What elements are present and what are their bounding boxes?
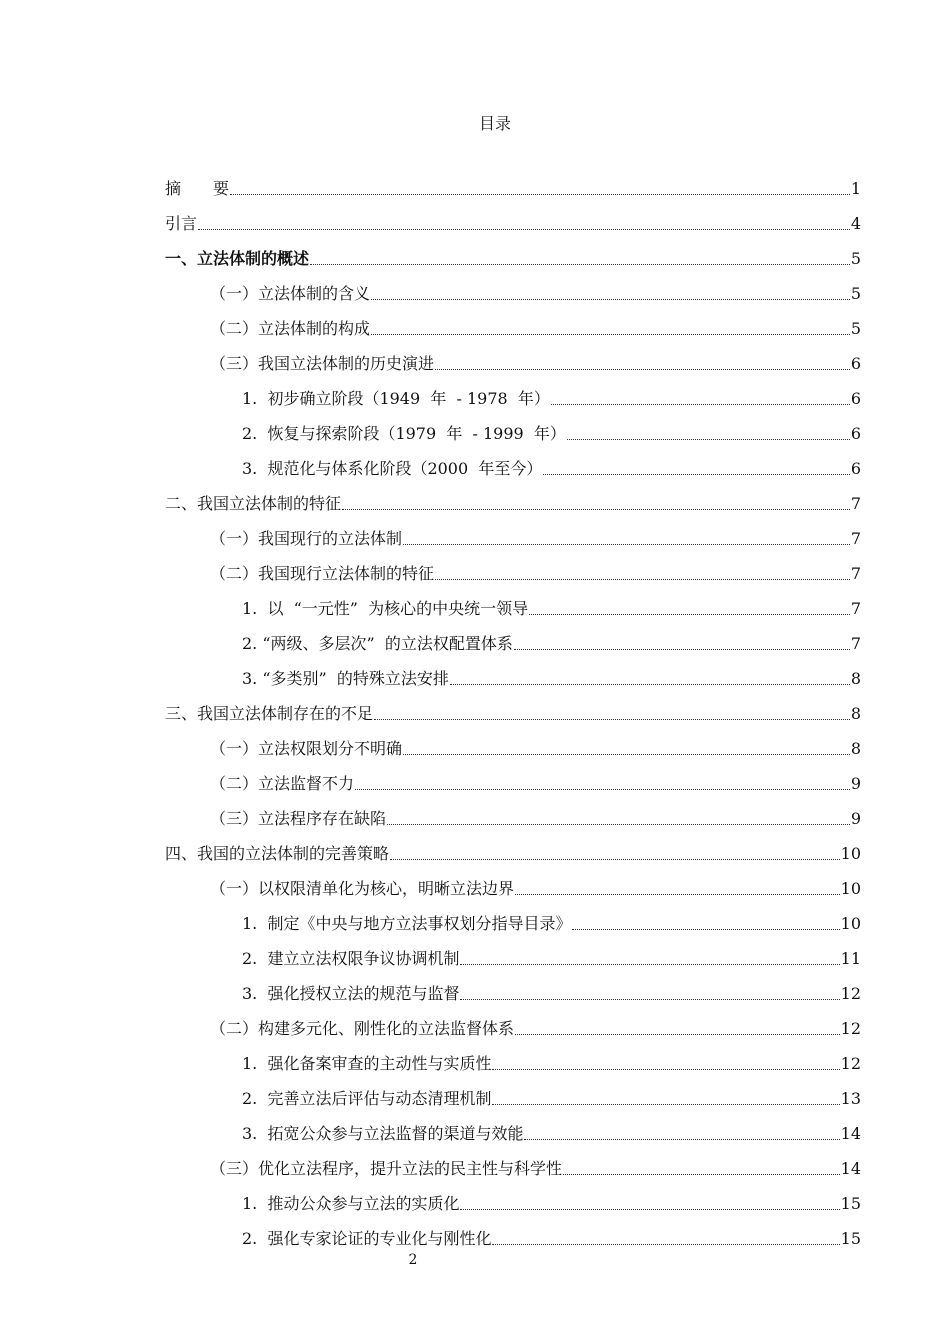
toc-entry-label: 1. 初步确立阶段（1949 年 - 1978 年） (242, 389, 550, 408)
dot-leader (198, 229, 850, 230)
toc-entry-page: 10 (840, 879, 861, 898)
toc-entry[interactable] (165, 621, 861, 656)
dot-leader (435, 579, 850, 580)
toc-entry-label: 1. 强化备案审查的主动性与实质性 (242, 1054, 492, 1073)
toc-entry[interactable] (165, 1216, 861, 1251)
dot-leader (460, 964, 839, 965)
dot-leader (567, 439, 850, 440)
dot-leader (515, 894, 840, 895)
toc-entry-page: 14 (840, 1124, 861, 1143)
toc-entry[interactable] (165, 516, 861, 551)
toc-entry[interactable] (165, 306, 861, 341)
dot-leader (492, 1244, 839, 1245)
toc-entry[interactable] (165, 796, 861, 831)
dot-leader (543, 474, 849, 475)
toc-entry-page: 6 (850, 424, 861, 443)
toc-entry-page: 8 (850, 704, 861, 723)
toc-entry[interactable] (165, 376, 861, 411)
toc-entry[interactable] (165, 866, 861, 901)
toc-entry-page: 12 (840, 1054, 861, 1073)
toc-entry-label: 3. 强化授权立法的规范与监督 (242, 984, 460, 1003)
toc-entry-label: 摘 要 (165, 179, 230, 198)
dot-leader (460, 1209, 839, 1210)
dot-leader (403, 754, 850, 755)
dot-leader (403, 544, 850, 545)
toc-entry-label: （三）我国立法体制的历史演进 (210, 354, 435, 373)
dot-leader (524, 1139, 839, 1140)
toc-entry-page: 7 (850, 599, 861, 618)
dot-leader (342, 509, 850, 510)
toc-entry[interactable] (165, 166, 861, 201)
toc-entry-label: 1. 以 “一元性” 为核心的中央统一领导 (242, 599, 529, 618)
toc-entry[interactable] (165, 1041, 861, 1076)
toc-entry[interactable] (165, 236, 861, 271)
toc-entry[interactable] (165, 551, 861, 586)
dot-leader (371, 299, 850, 300)
toc-entry-label: 一、立法体制的概述 (165, 249, 310, 268)
dot-leader (514, 649, 850, 650)
dot-leader (371, 334, 850, 335)
toc-entry-label: （二）立法体制的构成 (210, 319, 371, 338)
toc-entry[interactable] (165, 271, 861, 306)
toc-entry-page: 5 (850, 249, 861, 268)
toc-entry-label: 引言 (165, 214, 198, 233)
toc-entry[interactable] (165, 1181, 861, 1216)
toc-entry-page: 12 (840, 1019, 861, 1038)
toc-entry-page: 7 (850, 564, 861, 583)
toc-entry-label: （三）优化立法程序，提升立法的民主性与科学性 (210, 1159, 563, 1178)
toc-entry[interactable] (165, 971, 861, 1006)
dot-leader (551, 404, 850, 405)
dot-leader (374, 719, 850, 720)
toc-entry-page: 11 (840, 949, 861, 968)
toc-entry-page: 13 (840, 1089, 861, 1108)
toc-entry[interactable] (165, 831, 861, 866)
toc-entry-page: 12 (840, 984, 861, 1003)
toc-entry-label: 2. 强化专家论证的专业化与刚性化 (242, 1229, 492, 1248)
toc-entry[interactable] (165, 1006, 861, 1041)
toc-entry-page: 9 (850, 774, 861, 793)
toc-entry-label: 2. 建立立法权限争议协调机制 (242, 949, 460, 968)
dot-leader (529, 614, 850, 615)
toc-entry-page: 6 (850, 459, 861, 478)
toc-entry-label: 2. 恢复与探索阶段（1979 年 - 1999 年） (242, 424, 566, 443)
toc-entry[interactable] (165, 1076, 861, 1111)
toc-entry-label: 2. “两级、多层次” 的立法权配置体系 (242, 634, 513, 653)
toc-entry-label: （一）以权限清单化为核心，明晰立法边界 (210, 879, 515, 898)
toc-entry-page: 15 (840, 1229, 861, 1248)
toc-entry-label: 1. 制定《中央与地方立法事权划分指导目录》 (242, 914, 572, 933)
toc-entry[interactable] (165, 691, 861, 726)
toc-entry-label: 二、我国立法体制的特征 (165, 494, 342, 513)
toc-entry-label: 3. 拓宽公众参与立法监督的渠道与效能 (242, 1124, 524, 1143)
toc-entry-label: 2. 完善立法后评估与动态清理机制 (242, 1089, 492, 1108)
toc-entry-page: 7 (850, 634, 861, 653)
toc-entry-page: 8 (850, 739, 861, 758)
toc-entry[interactable] (165, 586, 861, 621)
dot-leader (230, 194, 850, 195)
dot-leader (563, 1174, 840, 1175)
toc-entry[interactable] (165, 1146, 861, 1181)
toc-entry-label: （二）立法监督不力 (210, 774, 355, 793)
toc-entry-page: 4 (850, 214, 861, 233)
toc-entry-label: 1. 推动公众参与立法的实质化 (242, 1194, 460, 1213)
toc-entry-label: （二）构建多元化、刚性化的立法监督体系 (210, 1019, 515, 1038)
dot-leader (492, 1069, 839, 1070)
toc-entry-page: 6 (850, 389, 861, 408)
toc-entry[interactable] (165, 201, 861, 236)
toc-entry-page: 15 (840, 1194, 861, 1213)
toc-entry-label: （一）立法权限划分不明确 (210, 739, 403, 758)
toc-entry-page: 10 (840, 844, 861, 863)
dot-leader (387, 824, 850, 825)
toc-entry-page: 1 (850, 179, 861, 198)
toc-entry[interactable] (165, 481, 861, 516)
page-number: 2 (408, 1252, 418, 1268)
toc-entry-label: （一）立法体制的含义 (210, 284, 371, 303)
toc-entry-page: 9 (850, 809, 861, 828)
toc-entry[interactable] (165, 901, 861, 936)
toc-entry-label: 3. “多类别” 的特殊立法安排 (242, 669, 449, 688)
dot-leader (450, 684, 850, 685)
toc-entry[interactable] (165, 411, 861, 446)
toc-entry[interactable] (165, 446, 861, 481)
toc-entry-page: 14 (840, 1159, 861, 1178)
toc-entry-page: 6 (850, 354, 861, 373)
dot-leader (310, 264, 850, 265)
dot-leader (355, 789, 850, 790)
toc-entry[interactable] (165, 761, 861, 796)
toc-entry-page: 8 (850, 669, 861, 688)
toc-entry-page: 5 (850, 319, 861, 338)
dot-leader (492, 1104, 839, 1105)
dot-leader (572, 929, 839, 930)
toc-entry-page: 7 (850, 529, 861, 548)
toc-entry-label: 四、我国的立法体制的完善策略 (165, 844, 390, 863)
toc-title: 目录 (478, 114, 511, 133)
table-of-contents (165, 166, 861, 1251)
toc-entry[interactable] (165, 341, 861, 376)
toc-entry-label: （一）我国现行的立法体制 (210, 529, 403, 548)
toc-entry-page: 10 (840, 914, 861, 933)
dot-leader (390, 859, 840, 860)
toc-entry-label: 3. 规范化与体系化阶段（2000 年至今） (242, 459, 543, 478)
dot-leader (515, 1034, 840, 1035)
dot-leader (460, 999, 839, 1000)
toc-entry-label: （二）我国现行立法体制的特征 (210, 564, 435, 583)
toc-entry[interactable] (165, 1111, 861, 1146)
toc-entry[interactable] (165, 936, 861, 971)
toc-entry-label: 三、我国立法体制存在的不足 (165, 704, 374, 723)
dot-leader (435, 369, 850, 370)
toc-entry-label: （三）立法程序存在缺陷 (210, 809, 387, 828)
toc-entry[interactable] (165, 726, 861, 761)
toc-entry[interactable] (165, 656, 861, 691)
toc-entry-page: 5 (850, 284, 861, 303)
toc-entry-page: 7 (850, 494, 861, 513)
